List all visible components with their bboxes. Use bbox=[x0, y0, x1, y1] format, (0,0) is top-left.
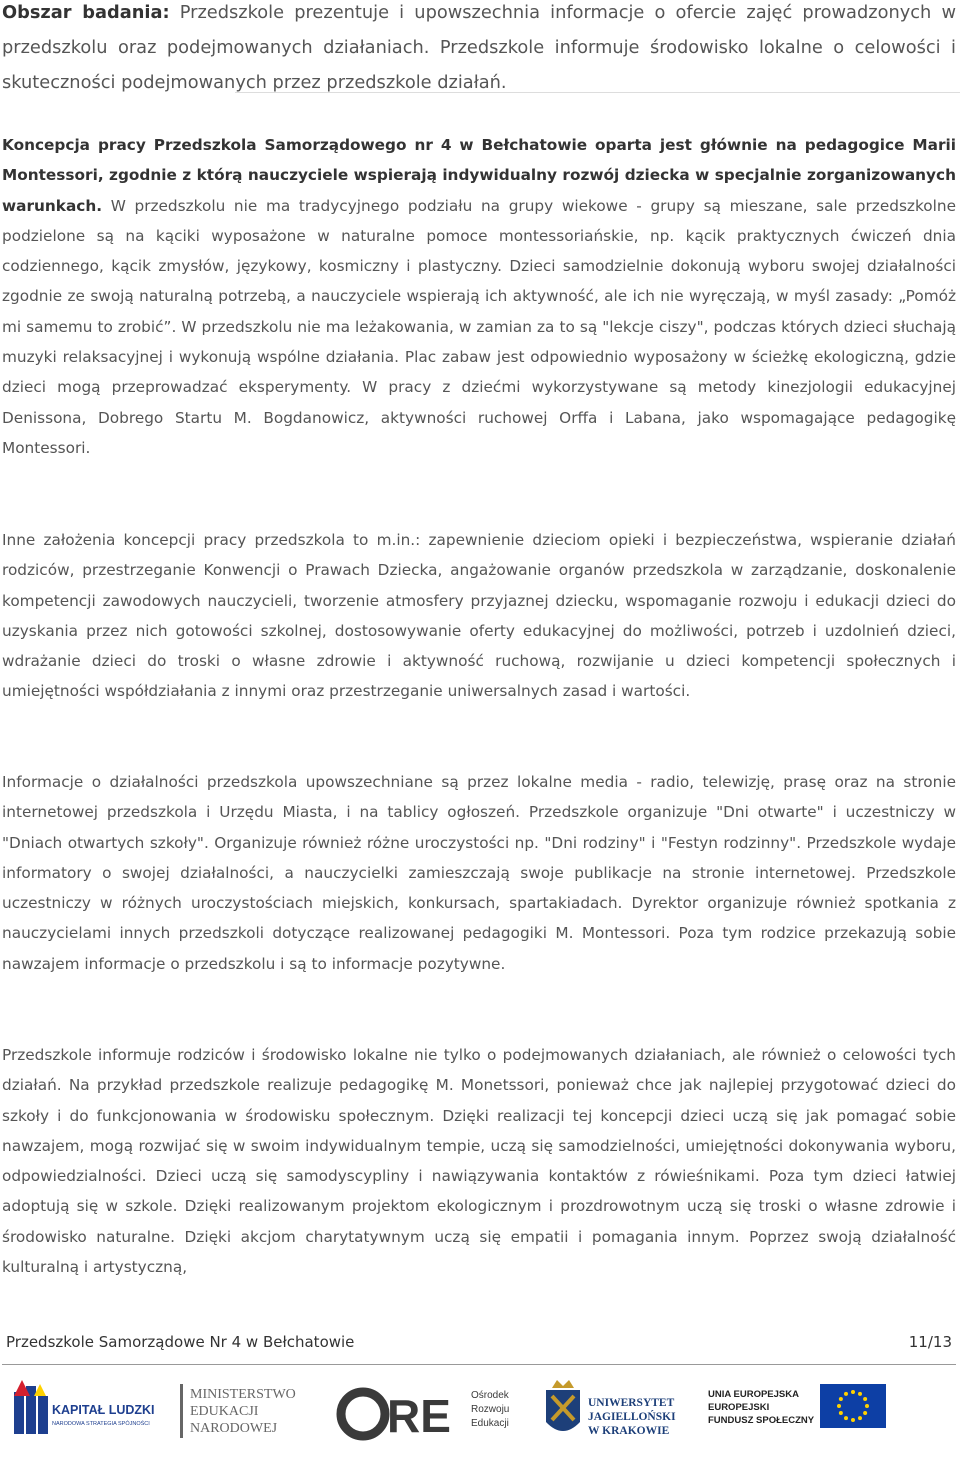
eu-star bbox=[844, 1392, 848, 1396]
kl-subtitle: NARODOWA STRATEGIA SPÓJNOŚCI bbox=[52, 1421, 150, 1427]
uj-crest-icon bbox=[540, 1376, 690, 1454]
ore-logo bbox=[325, 1376, 525, 1454]
uj-line1: UNIWERSYTET bbox=[588, 1397, 675, 1409]
eu-line1: UNIA EUROPEJSKA bbox=[708, 1389, 799, 1400]
uj-logo bbox=[540, 1376, 690, 1454]
eu-star bbox=[851, 1390, 855, 1394]
eu-flag-icon bbox=[702, 1376, 952, 1454]
eu-star bbox=[844, 1416, 848, 1420]
concept-paragraph bbox=[2, 130, 956, 463]
footer-divider bbox=[2, 1364, 956, 1365]
eu-line2: EUROPEJSKI bbox=[708, 1402, 770, 1413]
kl-title: KAPITAŁ LUDZKI bbox=[52, 1403, 155, 1417]
assumptions-paragraph: Inne założenia koncepcji pracy przedszkola to m.in.: zapewnienie dzieciom opieki i bezpieczeństwa, wspieranie działań rodziców, przestrzeganie Konwencji o Prawach Dziecka, angażowanie organów przedszkola w zarządzanie, doskonalenie kompetencji zawodowych nauczycieli, tworzenie atmosfery przyjaznej dziecku, wspomaganie rozwoju i edukacji dzieci do uzyskania przez nich gotowości szkolnej, dostosowywanie oferty edukacyjnej do możliwości, potrzeb i uzdolnień dzieci, wdrażanie dzieci do troski o własne zdrowie i aktywność ruchową, rozwijanie u dzieci kompetencji społecznych i umiejętności współdziałania z innymi oraz przestrzeganie uniwersalnych zasad i wartości. bbox=[2, 531, 956, 701]
intro-paragraph bbox=[2, 0, 956, 100]
concept-bold-text: Koncepcja pracy Przedszkola Samorządowego nr 4 w Bełchatowie oparta jest głównie na pedagogice Marii Montessori, zgodnie z którą nauczyciele wspierają indywidualny rozwój dziecka w specjalnie zorganizowanych warunkach. bbox=[2, 136, 956, 215]
men-logo bbox=[178, 1376, 318, 1454]
concept-text: W przedszkolu nie ma tradycyjnego podziału na grupy wiekowe - grupy są mieszane, sale przedszkolne podzielone są na kąciki wyposażone w naturalne pomoce montessoriańskie, np. kącik praktycznych ćwiczeń dnia codziennego, kącik zmysłów, językowy, kosmiczny i plastyczny. Dzieci samodzielnie dokonują wyboru swojej działalności zgodnie ze swoją naturalną potrzebą, a nauczyciele wspierają ich aktywność, ale ich nie wyręczają, w myśl zasady: „Pomóż mi samemu to zrobić”. W przedszkolu nie ma leżakowania, w zamian za to są "lekcje ciszy", podczas których dzieci słuchają muzyki relaksacyjnej i wykonują wspólne działania. Plac zabaw jest odpowiednio wyposażony w ścieżkę ekologiczną, gdzie dzieci mogą przeprowadzać eksperymenty. W pracy z dziećmi wykorzystywane są metody kinezjologii edukacyjnej Denissona, Dobrego Startu M. Bogdanowicz, aktywności ruchowej Orffa i Labana, jako wspomagające pedagogikę Montessori. bbox=[2, 196, 956, 457]
eu-star bbox=[863, 1397, 867, 1401]
ore-logo-icon bbox=[325, 1376, 525, 1454]
logo-bar bbox=[0, 1376, 960, 1454]
intro-text: Przedszkole prezentuje i upowszechnia informacje o ofercie zajęć prowadzonych w przedszkolu oraz podejmowanych działaniach. Przedszkole informuje środowisko lokalne o celowości i skuteczności podejmowanych przez przedszkole działań. bbox=[2, 2, 957, 93]
eu-star bbox=[865, 1404, 869, 1408]
kapital-ludzki-logo-icon bbox=[10, 1376, 170, 1454]
ore-letters: RE bbox=[387, 1390, 451, 1442]
eu-line3: FUNDUSZ SPOŁECZNY bbox=[708, 1415, 815, 1426]
information-paragraph: Informacje o działalności przedszkola upowszechniane są przez lokalne media - radio, telewizję, prasę oraz na stronie internetowej przedszkola i Urzędu Miasta, i na tablicy ogłoszeń. Przedszkole organizuje "Dni otwarte" i uczestniczy w "Dniach otwartych szkoły". Organizuje również różne uroczystości np. "Dni rodziny" i "Festyn rodzinny". Przedszkole wydaje informatory o swojej działalności, a nauczycielki zamieszczają swoje publikacje na stronie internetowej. Przedszkole uczestniczy w różnych uroczystościach miejskich, konkursach, spartakiadach. Dyrektor organizuje również spotkania z nauczycielami innych przedszkoli dotyczące realizowanej pedagogiki M. Montessori. Poza tym rodzice przekazują sobie nawzajem informacje o przedszkolu i są to informacje pozytywne. bbox=[2, 773, 956, 973]
ore-line1: Ośrodek bbox=[471, 1390, 509, 1401]
men-logo-icon bbox=[178, 1376, 318, 1454]
eu-star bbox=[863, 1411, 867, 1415]
eu-star bbox=[858, 1392, 862, 1396]
eu-logo bbox=[702, 1376, 952, 1454]
eu-star bbox=[858, 1416, 862, 1420]
eu-star bbox=[839, 1397, 843, 1401]
ore-line3: Edukacji bbox=[471, 1418, 509, 1429]
uj-line2: JAGIELLOŃSKI bbox=[588, 1411, 676, 1423]
eu-star bbox=[837, 1404, 841, 1408]
eu-star bbox=[839, 1411, 843, 1415]
intro-label: Obszar badania: bbox=[2, 2, 170, 23]
men-line1: MINISTERSTWO bbox=[190, 1387, 296, 1402]
uj-line3: W KRAKOWIE bbox=[588, 1425, 670, 1437]
footer-school-name: Przedszkole Samorządowe Nr 4 w Bełchatowie bbox=[6, 1333, 355, 1351]
footer-page-number: 11/13 bbox=[908, 1333, 952, 1351]
purpose-paragraph: Przedszkole informuje rodziców i środowisko lokalne nie tylko o podejmowanych działaniach, ale również o celowości tych działań. Na przykład przedszkole realizuje pedagogikę M. Monetssori, ponieważ chce jak najlepiej przygotować dzieci do szkoły i do funkcjonowania w środowisku społecznym. Dzięki realizacji tej koncepcji dzieci uczą się jak pomagać sobie nawzajem, mogą rozwijać się w swoim indywidualnym tempie, uczą się samodzielności, umiejętności dokonywania wyboru, odpowiedzialności. Dzieci uczą się samodyscypliny i nawiązywania kontaktów z rówieśnikami. Poza tym dzieci łatwiej adoptują się w szkole. Dzięki realizowanym projektom ekologicznym i prozdrowotnym uczą się troski o własne zdrowie i środowisko naturalne. Dzięki akcjom charytatywnym uczą się empatii i pomagania innym. Poprzez swoją działalność kulturalną i artystyczną, bbox=[2, 1046, 956, 1277]
eu-star bbox=[851, 1418, 855, 1422]
men-line2: EDUKACJI bbox=[190, 1404, 259, 1419]
kapital-ludzki-logo bbox=[10, 1376, 170, 1454]
ore-line2: Rozwoju bbox=[471, 1404, 510, 1415]
men-line3: NARODOWEJ bbox=[190, 1421, 278, 1436]
